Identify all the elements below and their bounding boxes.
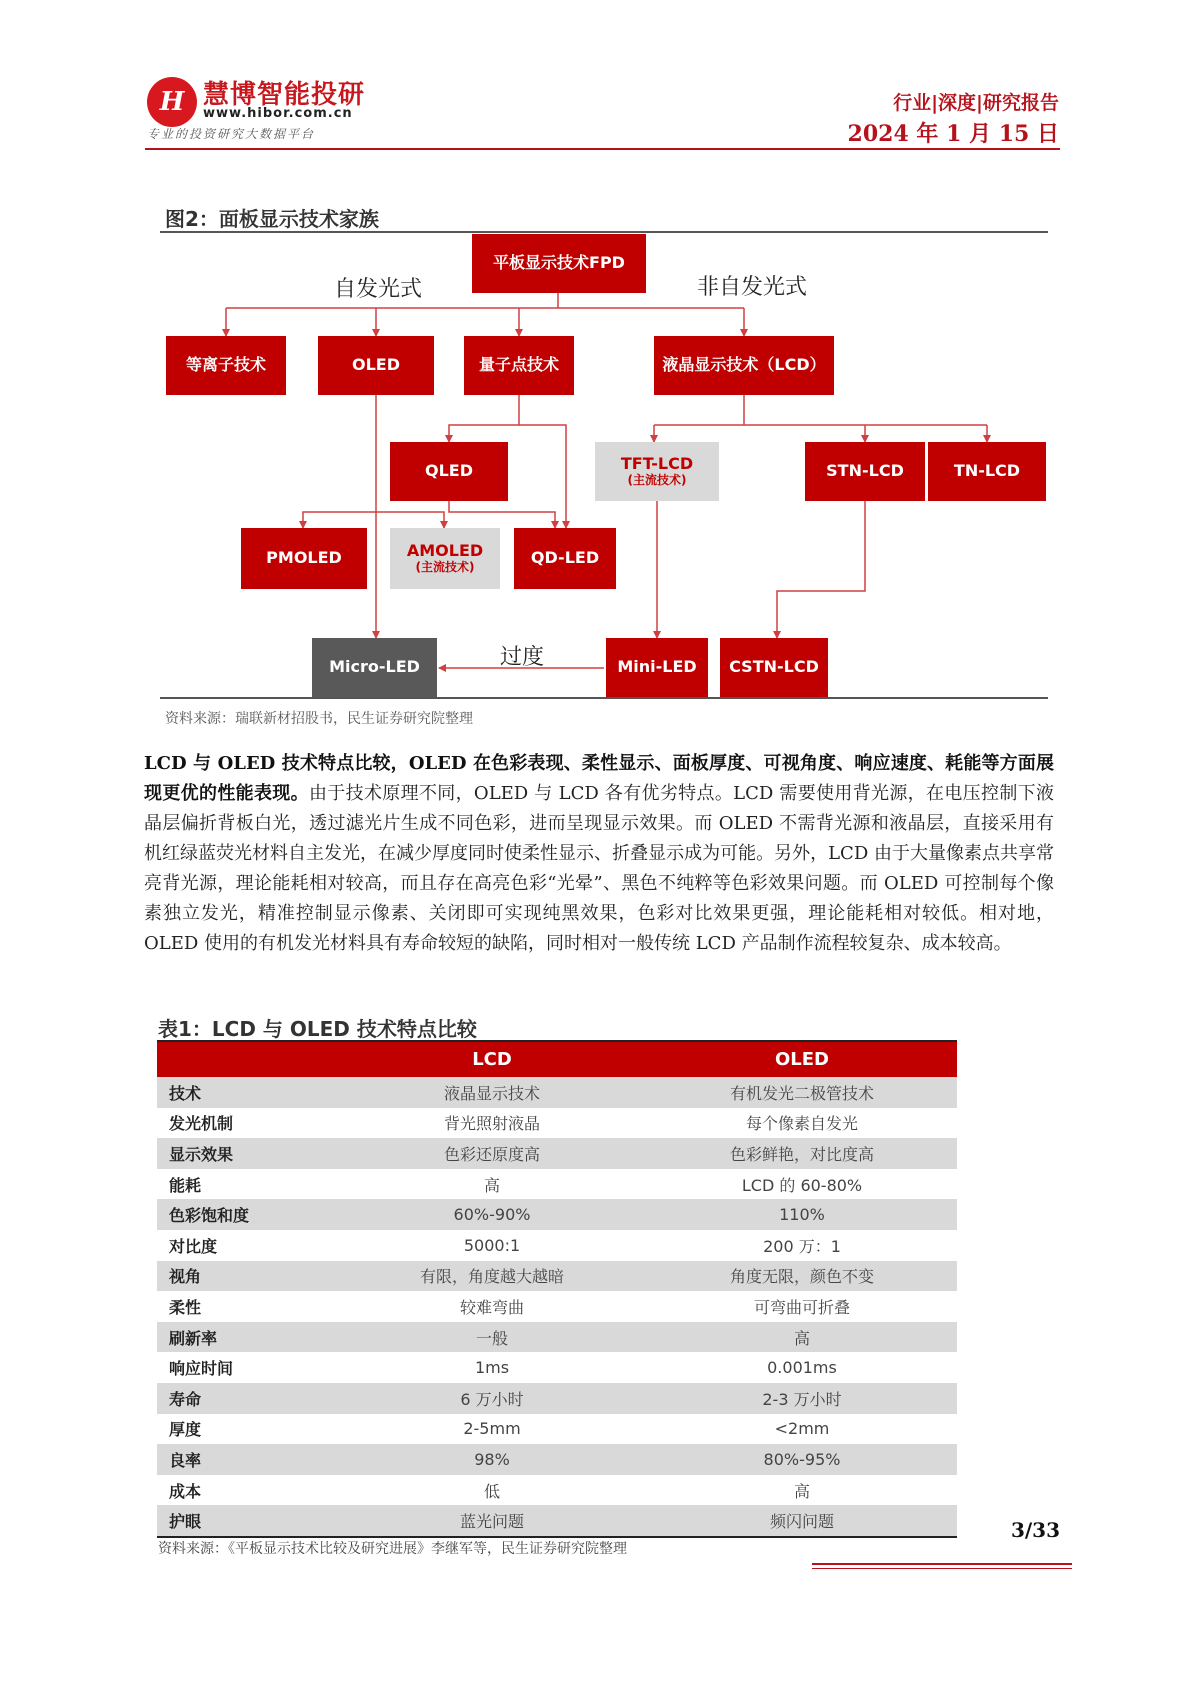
table-row [157,1505,957,1537]
figure-source: 资料来源：瑞联新材招股书，民生证券研究院整理 [165,711,473,727]
oled-cell: 110% [647,1199,957,1230]
oled-cell: 高 [647,1475,957,1506]
table-row [157,1138,957,1169]
row-label: 柔性 [157,1291,337,1322]
node-tn-lcd-label: TN-LCD [953,461,1021,481]
node-tft-lcd [595,442,719,501]
node-micro-led [312,638,437,697]
lcd-cell: 较难弯曲 [337,1291,647,1322]
edge-oled-am [376,512,444,528]
lcd-cell: 一般 [337,1322,647,1353]
table-row [157,1475,957,1506]
oled-cell: 频闪问题 [647,1505,957,1537]
node-oled-label: OLED [351,355,400,375]
table-row [157,1383,957,1414]
lcd-cell: 蓝光问题 [337,1505,647,1537]
table-body [157,1077,957,1537]
oled-cell: LCD 的 60-80% [647,1169,957,1200]
row-label: 响应时间 [157,1352,337,1383]
node-qled [390,442,508,501]
node-lcd [654,336,834,395]
brand-name: 慧博智能投研 [203,80,366,110]
node-amoled-label: AMOLED [406,541,484,561]
report-date: 2024 年 1 月 15 日 [847,121,1059,147]
oled-cell: 角度无限，颜色不变 [647,1261,957,1292]
row-label: 发光机制 [157,1108,337,1139]
row-label: 对比度 [157,1230,337,1261]
node-lcd-label: 液晶显示技术（LCD） [662,355,826,375]
row-label: 良率 [157,1444,337,1475]
label-transition: 过度 [500,645,545,670]
node-tft-lcd-sub: (主流技术) [627,472,687,487]
table-row [157,1414,957,1445]
label-self-emissive: 自发光式 [334,277,423,302]
table-row [157,1261,957,1292]
node-oled [318,336,434,395]
figure-bottom-rule [160,697,1048,699]
oled-cell: 0.001ms [647,1352,957,1383]
lcd-cell: 5000:1 [337,1230,647,1261]
table-row [157,1230,957,1261]
table-row [157,1322,957,1353]
node-tn-lcd [928,442,1046,501]
label-non-self-emissive: 非自发光式 [697,275,808,300]
lcd-cell: 1ms [337,1352,647,1383]
node-stn-lcd-label: STN-LCD [826,461,904,481]
node-stn-lcd [805,442,925,501]
lcd-cell: 有限，角度越大越暗 [337,1261,647,1292]
oled-cell: 高 [647,1322,957,1353]
lcd-cell: 色彩还原度高 [337,1138,647,1169]
table-header-oled: OLED [647,1041,957,1077]
table-header-lcd: LCD [337,1041,647,1077]
lcd-cell: 背光照射液晶 [337,1108,647,1139]
row-label: 视角 [157,1261,337,1292]
page-number: 3/33 [1010,1518,1060,1542]
node-cstn-lcd [720,638,828,697]
table-row [157,1199,957,1230]
oled-cell: 200 万：1 [647,1230,957,1261]
edge-oled-pm [303,512,376,528]
node-amoled-sub: (主流技术) [415,559,475,574]
row-label: 厚度 [157,1414,337,1445]
edge-qd-qled [449,395,519,442]
lcd-cell: 低 [337,1475,647,1506]
row-label: 技术 [157,1077,337,1108]
node-plasma [166,336,286,395]
row-label: 成本 [157,1475,337,1506]
row-label: 寿命 [157,1383,337,1414]
table-header-row [157,1041,957,1077]
table-row [157,1291,957,1322]
row-label: 色彩饱和度 [157,1199,337,1230]
table-row [157,1352,957,1383]
lcd-cell: 60%-90% [337,1199,647,1230]
oled-cell: 可弯曲可折叠 [647,1291,957,1322]
node-quantum-dot [464,336,574,395]
node-quantum-dot-label: 量子点技术 [478,355,559,375]
brand-url[interactable]: www.hibor.com.cn [203,106,353,121]
lcd-cell: 高 [337,1169,647,1200]
brand-logo: H [147,77,197,127]
row-label: 显示效果 [157,1138,337,1169]
comparison-table [157,1040,957,1538]
node-qled-label: QLED [424,461,473,481]
oled-cell: <2mm [647,1414,957,1445]
report-type: 行业|深度|研究报告 [893,92,1059,114]
node-qd-led [514,528,616,589]
oled-cell: 2-3 万小时 [647,1383,957,1414]
row-label: 护眼 [157,1505,337,1537]
node-qd-led-label: QD-LED [530,548,600,568]
table-row [157,1169,957,1200]
lcd-cell: 液晶显示技术 [337,1077,647,1108]
footer-rule-thin [812,1568,1072,1569]
oled-cell: 每个像素自发光 [647,1108,957,1139]
node-pmoled-label: PMOLED [266,548,342,568]
table-source: 资料来源：《平板显示技术比较及研究进展》李继军等，民生证券研究院整理 [158,1541,627,1557]
node-fpd [472,234,646,293]
node-tft-lcd-label: TFT-LCD [620,454,694,474]
row-label: 刷新率 [157,1322,337,1353]
node-cstn-lcd-label: CSTN-LCD [729,657,819,677]
figure-title: 图2：面板显示技术家族 [165,207,379,231]
edge-lcd-branch [654,395,987,425]
row-label: 能耗 [157,1169,337,1200]
node-pmoled [241,528,367,589]
paragraph-lead: LCD 与 OLED 技术特点比较，OLED 在色彩表现、柔性显示、面板厚度、可视角度、响应速度、耗能等方面展现更优的性能表现。 [144,753,1054,804]
table-row [157,1444,957,1475]
table-row [157,1077,957,1108]
edge-qled-qdled [449,501,555,528]
paragraph-body: 由于技术原理不同，OLED 与 LCD 各有优劣特点。LCD 需要使用背光源，在电压控制下液晶层偏折背板白光，透过滤光片生成不同色彩，进而呈现显示效果。而 OLED 不需背光源和液晶层，直接采用有机红绿蓝荧光材料自主发光，在减少厚度同时使柔性显示、折叠显示成为可能。另外，LCD 由于大量像素点共享常亮背光源，理论能耗相对较高，而且存在高亮色彩“光晕”、黑色不纯粹等色彩效果问题。而 OLED 可控制每个像素独立发光，精准控制显示像素、关闭即可实现纯黑效果，色彩对比效果更强，理论能耗相对较低。相对地，OLED 使用的有机发光材料具有寿命较短的缺陷，同时相对一般传统 LCD 产品制作流程较复杂、成本较高。 [144,783,1054,954]
oled-cell: 有机发光二极管技术 [647,1077,957,1108]
node-micro-led-label: Micro-LED [329,657,420,677]
footer-rule [812,1563,1072,1565]
table-title: 表1：LCD 与 OLED 技术特点比较 [158,1017,477,1041]
table-header-blank [157,1041,337,1077]
body-paragraph [144,749,1054,959]
edge-fpd-branch [226,293,744,308]
lcd-cell: 6 万小时 [337,1383,647,1414]
lcd-cell: 98% [337,1444,647,1475]
table-row [157,1108,957,1139]
edge-stn-cstn [777,501,865,638]
node-fpd-label: 平板显示技术FPD [493,253,625,273]
node-amoled [390,528,500,589]
oled-cell: 色彩鲜艳，对比度高 [647,1138,957,1169]
node-mini-led [606,638,708,697]
oled-cell: 80%-95% [647,1444,957,1475]
node-mini-led-label: Mini-LED [617,657,697,677]
node-plasma-label: 等离子技术 [185,355,266,375]
lcd-cell: 2-5mm [337,1414,647,1445]
brand-slogan: 专业的投资研究大数据平台 [147,127,316,141]
